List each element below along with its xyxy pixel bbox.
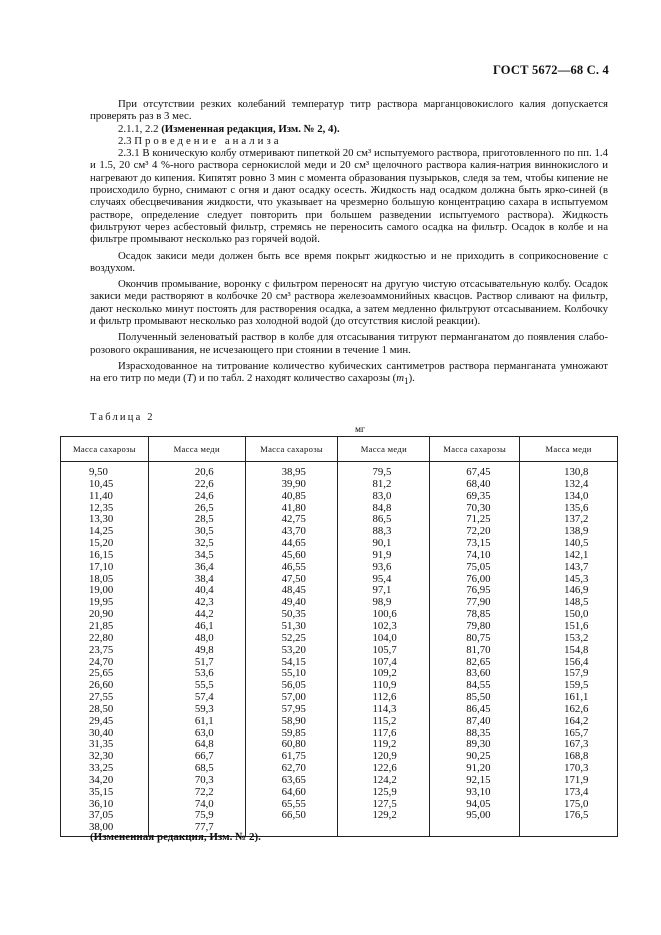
table-cell: 22,6 xyxy=(194,477,214,490)
table-cell: 175,0 xyxy=(564,797,589,810)
table-cell: 98,9 xyxy=(372,596,392,609)
table-cell: 43,70 xyxy=(281,525,306,538)
table-cell: 173,4 xyxy=(564,785,589,798)
paragraph-precipitate: Осадок закиси меди должен быть все время покрыт жидкостью и не приходить в соприкосновение с воздухом. xyxy=(90,249,608,274)
table-cell: 156,4 xyxy=(564,655,589,668)
table-cell: 171,9 xyxy=(564,773,589,786)
header-copper-3: Масса меди xyxy=(520,437,618,462)
table-cell: 88,35 xyxy=(466,726,491,739)
table-cell: 84,8 xyxy=(372,501,392,514)
paragraph-titer-check: При отсутствии резких колебаний температур титр раствора марганцовокислого калия допускается проверять раз в 3 мес. xyxy=(90,98,608,123)
table-cell: 75,05 xyxy=(466,560,491,573)
table-cell: 77,90 xyxy=(466,596,491,609)
table-cell: 72,20 xyxy=(466,525,491,538)
table-cell: 100,6 xyxy=(372,608,397,621)
table-cell: 89,30 xyxy=(466,738,491,751)
table-cell: 91,9 xyxy=(372,548,392,561)
paragraph-washing: Окончив промывание, воронку с фильтром переносят на другую чистую отсасывательную колбу. Осадок закиси меди растворяют в колбочке 20 см³ раствора железоаммонийных квасцов. Раствор сливают на фильтр, дают несколько минут постоять для растворения осадка, а затем медленно фильтруют отсасыванием. Колбочку и фильтр промывают несколько раз холодной водой (до отсутствия кислой реакции). xyxy=(90,278,608,328)
table-cell: 77,7 xyxy=(194,821,214,834)
table-cell: 83,60 xyxy=(466,667,491,680)
table-cell: 129,2 xyxy=(372,809,397,822)
table-cell: 33,25 xyxy=(89,762,114,775)
table-cell: 145,3 xyxy=(564,572,589,585)
table-cell: 82,65 xyxy=(466,655,491,668)
table-cell: 90,25 xyxy=(466,750,491,763)
table-cell: 50,35 xyxy=(281,608,306,621)
paragraph-procedure: 2.3.1 В коническую колбу отмеривают пипеткой 20 см³ испытуемого раствора, приготовленного по пп. 1.4 и 1.5, 20 см³ 4 %-ного раствора сернокислой меди и 20 см³ щелочного раствора калия-натрия виннокислого и нагревают до кипения. Кипятят ровно 3 мин с момента образования пузырьков, следя за тем, чтобы кипение не происходило бурно, снимают с огня и дают осадку осесть. Жидкость над осадком должна быть ярко-синей (в случаях обесцвечивания жидкости, что указывает на чрезмерно большую концентрацию сахара в испытуемом растворе, определение следует повторить при большем разведении испытуемого раствора). Жидкость фильтруют через асбестовый фильтр, стремясь не переносить самого осадка на фильтр. Осадок в колбе и на фильтре промывают несколько раз горячей водой. xyxy=(90,147,608,246)
table-cell: 24,70 xyxy=(89,655,114,668)
table-cell: 105,7 xyxy=(372,643,397,656)
header-sucrose-1: Масса сахарозы xyxy=(61,437,149,462)
table-cell: 16,15 xyxy=(89,548,114,561)
table-cell: 22,80 xyxy=(89,631,114,644)
body-text xyxy=(90,98,608,388)
table-cell: 107,4 xyxy=(372,655,397,668)
table-cell: 38,00 xyxy=(89,821,114,834)
table-cell: 70,30 xyxy=(466,501,491,514)
titer-symbol: T xyxy=(186,372,193,385)
table-cell: 143,7 xyxy=(564,560,589,573)
revision-note: (Измененная редакция, Изм. № 2, 4). xyxy=(161,122,340,135)
table-cell: 122,6 xyxy=(372,762,397,775)
table-cell: 49,8 xyxy=(194,643,214,656)
table-cell: 130,8 xyxy=(564,466,589,478)
table-cell: 41,80 xyxy=(281,501,306,514)
table-cell: 37,05 xyxy=(89,809,114,822)
table-cell: 46,1 xyxy=(194,619,214,632)
table-cell: 132,4 xyxy=(564,477,589,490)
table-cell: 76,95 xyxy=(466,584,491,597)
table-cell: 164,2 xyxy=(564,714,589,727)
table-cell: 167,3 xyxy=(564,738,589,751)
table-cell: 9,50 xyxy=(89,466,108,478)
table-cell: 142,1 xyxy=(564,548,589,561)
table-cell: 14,25 xyxy=(89,525,114,538)
table-cell: 11,40 xyxy=(89,489,113,502)
table-cell: 81,70 xyxy=(466,643,491,656)
mass-symbol: m xyxy=(396,372,405,385)
table-cell: 154,8 xyxy=(564,643,589,656)
table-cell: 40,85 xyxy=(281,489,306,502)
table-cell: 81,2 xyxy=(372,477,392,490)
table-cell: 32,30 xyxy=(89,750,114,763)
table-cell: 74,10 xyxy=(466,548,491,561)
table-cell: 67,45 xyxy=(466,466,491,478)
table-cell: 38,95 xyxy=(281,466,306,478)
table-cell: 61,75 xyxy=(281,750,306,763)
table-cell: 64,8 xyxy=(194,738,214,751)
table-cell: 25,65 xyxy=(89,667,114,680)
table-cell: 54,15 xyxy=(281,655,306,668)
table-cell: 34,5 xyxy=(194,548,214,561)
table-cell: 92,15 xyxy=(466,773,491,786)
table-cell: 62,70 xyxy=(281,762,306,775)
table-cell: 23,75 xyxy=(89,643,114,656)
calc-text-b: ) и по табл. 2 находят количество сахарозы ( xyxy=(192,372,397,385)
table-cell: 47,50 xyxy=(281,572,306,585)
table-cell: 36,4 xyxy=(194,560,214,573)
col-copper-3 xyxy=(520,462,618,837)
table-cell: 15,20 xyxy=(89,537,114,550)
table-cell: 13,30 xyxy=(89,513,114,526)
table-cell: 159,5 xyxy=(564,679,589,692)
table-cell: 76,00 xyxy=(466,572,491,585)
section-title: Проведение анализа xyxy=(134,134,282,147)
table-cell: 48,45 xyxy=(281,584,306,597)
table-cell: 109,2 xyxy=(372,667,397,680)
table-cell: 117,6 xyxy=(372,726,397,739)
header-sucrose-2: Масса сахарозы xyxy=(245,437,338,462)
table-cell: 63,65 xyxy=(281,773,306,786)
table-cell: 44,2 xyxy=(194,608,214,621)
calc-text-c: ). xyxy=(408,372,415,385)
col-copper-1 xyxy=(148,462,245,837)
table-cell: 10,45 xyxy=(89,477,114,490)
table-cell: 153,2 xyxy=(564,631,589,644)
table-cell: 30,5 xyxy=(194,525,214,538)
table-cell: 28,5 xyxy=(194,513,214,526)
col-copper-2 xyxy=(338,462,430,837)
table-cell: 24,6 xyxy=(194,489,214,502)
table-cell: 42,3 xyxy=(194,596,214,609)
table-cell: 138,9 xyxy=(564,525,589,538)
table-cell: 19,00 xyxy=(89,584,114,597)
table-cell: 27,55 xyxy=(89,691,114,704)
table-cell: 42,75 xyxy=(281,513,306,526)
table-cell: 148,5 xyxy=(564,596,589,609)
clause-number: 2.1.1, 2.2 xyxy=(118,122,159,135)
table-cell: 66,50 xyxy=(281,809,306,822)
table-cell: 32,5 xyxy=(194,537,214,550)
table-cell: 21,85 xyxy=(89,619,114,632)
table-cell: 162,6 xyxy=(564,702,589,715)
table-cell: 58,90 xyxy=(281,714,306,727)
table-cell: 68,40 xyxy=(466,477,491,490)
table-cell: 63,0 xyxy=(194,726,214,739)
table-cell: 34,20 xyxy=(89,773,114,786)
table-cell: 165,7 xyxy=(564,726,589,739)
table-cell: 93,10 xyxy=(466,785,491,798)
table-cell: 134,0 xyxy=(564,489,589,502)
table-cell: 68,5 xyxy=(194,762,214,775)
table-cell: 30,40 xyxy=(89,726,114,739)
table-cell: 170,3 xyxy=(564,762,589,775)
footer-revision-note: (Измененная редакция, Изм. № 2). xyxy=(90,831,261,843)
table-cell: 90,1 xyxy=(372,537,392,550)
header-copper-1: Масса меди xyxy=(148,437,245,462)
table-cell: 57,4 xyxy=(194,691,214,704)
table-cell: 157,9 xyxy=(564,667,589,680)
page-header: ГОСТ 5672—68 С. 4 xyxy=(492,63,609,77)
table-cell: 61,1 xyxy=(194,714,214,727)
table-cell: 55,10 xyxy=(281,667,306,680)
table-cell: 49,40 xyxy=(281,596,306,609)
table-cell: 73,15 xyxy=(466,537,491,550)
paragraph-revision-2-1-1 xyxy=(90,123,608,135)
table-cell: 51,30 xyxy=(281,619,306,632)
table-cell: 176,5 xyxy=(564,809,589,822)
table-cell: 57,00 xyxy=(281,691,306,704)
header-sucrose-3: Масса сахарозы xyxy=(430,437,520,462)
table-cell: 86,5 xyxy=(372,513,392,526)
table-cell: 20,6 xyxy=(194,466,214,478)
table-cell: 110,9 xyxy=(372,679,397,692)
table-cell: 78,85 xyxy=(466,608,491,621)
table-cell: 102,3 xyxy=(372,619,397,632)
table-cell: 36,10 xyxy=(89,797,114,810)
table-cell: 70,3 xyxy=(194,773,214,786)
col-sucrose-3 xyxy=(430,462,520,837)
table-cell: 65,55 xyxy=(281,797,306,810)
table-cell: 104,0 xyxy=(372,631,397,644)
table-cell: 135,6 xyxy=(564,501,589,514)
table-cell: 146,9 xyxy=(564,584,589,597)
table-cell: 75,9 xyxy=(194,809,214,822)
table-cell: 94,05 xyxy=(466,797,491,810)
table-cell: 114,3 xyxy=(372,702,397,715)
paragraph-calculation xyxy=(90,360,608,388)
table-cell: 59,3 xyxy=(194,702,214,715)
col-sucrose-2 xyxy=(245,462,338,837)
table-cell: 51,7 xyxy=(194,655,214,668)
table-cell: 44,65 xyxy=(281,537,306,550)
table-cell: 55,5 xyxy=(194,679,214,692)
table-cell: 28,50 xyxy=(89,702,114,715)
table-cell: 97,1 xyxy=(372,584,392,597)
table-cell: 95,4 xyxy=(372,572,392,585)
table-cell: 46,55 xyxy=(281,560,306,573)
sucrose-copper-table xyxy=(60,436,618,837)
table-cell: 64,60 xyxy=(281,785,306,798)
table-cell: 80,75 xyxy=(466,631,491,644)
table-cell: 127,5 xyxy=(372,797,397,810)
table-cell: 119,2 xyxy=(372,738,397,751)
table-cell: 88,3 xyxy=(372,525,392,538)
table-cell: 17,10 xyxy=(89,560,114,573)
table-cell: 26,5 xyxy=(194,501,214,514)
table-cell: 39,90 xyxy=(281,477,306,490)
table-cell: 161,1 xyxy=(564,691,589,704)
col-sucrose-1 xyxy=(61,462,149,837)
table-cell: 35,15 xyxy=(89,785,114,798)
table-cell: 72,2 xyxy=(194,785,214,798)
table-cell: 53,20 xyxy=(281,643,306,656)
mass-subscript: 1 xyxy=(404,376,409,387)
table-cell: 85,50 xyxy=(466,691,491,704)
table-cell: 29,45 xyxy=(89,714,114,727)
table-unit: мг xyxy=(355,425,365,435)
table-cell: 112,6 xyxy=(372,691,397,704)
section-heading xyxy=(90,135,608,147)
table-cell: 45,60 xyxy=(281,548,306,561)
table-cell: 71,25 xyxy=(466,513,491,526)
table-cell: 74,0 xyxy=(194,797,214,810)
paragraph-titration: Полученный зеленоватый раствор в колбе для отсасывания титруют перманганатом до появления слабо-розового окрашивания, не исчезающего при стоянии в течение 1 мин. xyxy=(90,331,608,356)
table-cell: 79,80 xyxy=(466,619,491,632)
table-cell: 12,35 xyxy=(89,501,114,514)
table-cell: 86,45 xyxy=(466,702,491,715)
table-cell: 57,95 xyxy=(281,702,306,715)
table-title: Таблица 2 xyxy=(90,412,155,423)
table-cell: 48,0 xyxy=(194,631,214,644)
section-number: 2.3 xyxy=(118,134,132,147)
table-cell: 93,6 xyxy=(372,560,392,573)
table-cell: 53,6 xyxy=(194,667,214,680)
table-cell: 91,20 xyxy=(466,762,491,775)
table-cell: 40,4 xyxy=(194,584,214,597)
table-cell: 19,95 xyxy=(89,596,114,609)
table-cell: 31,35 xyxy=(89,738,114,751)
table-cell: 140,5 xyxy=(564,537,589,550)
table-cell: 87,40 xyxy=(466,714,491,727)
table-header-row xyxy=(61,437,618,462)
table-cell: 125,9 xyxy=(372,785,397,798)
table-cell: 150,0 xyxy=(564,608,589,621)
header-copper-2: Масса меди xyxy=(338,437,430,462)
table-cell: 95,00 xyxy=(466,809,491,822)
table-cell: 66,7 xyxy=(194,750,214,763)
table-cell: 84,55 xyxy=(466,679,491,692)
table-cell: 79,5 xyxy=(372,466,392,478)
table-cell: 83,0 xyxy=(372,489,392,502)
table-cell: 38,4 xyxy=(194,572,214,585)
table-cell: 18,05 xyxy=(89,572,114,585)
table-cell: 20,90 xyxy=(89,608,114,621)
table-cell: 60,80 xyxy=(281,738,306,751)
table-cell: 56,05 xyxy=(281,679,306,692)
table-cell: 137,2 xyxy=(564,513,589,526)
table-cell: 151,6 xyxy=(564,619,589,632)
table-cell: 120,9 xyxy=(372,750,397,763)
table-cell: 52,25 xyxy=(281,631,306,644)
table-cell: 124,2 xyxy=(372,773,397,786)
table-cell: 115,2 xyxy=(372,714,397,727)
table-cell: 168,8 xyxy=(564,750,589,763)
calc-text-a: Израсходованное на титрование количество кубических сантиметров раствора перманганата умножают на его титр по меди ( xyxy=(90,359,608,385)
table-body-row xyxy=(61,462,618,837)
table-cell: 59,85 xyxy=(281,726,306,739)
table-cell: 26,60 xyxy=(89,679,114,692)
table-cell: 69,35 xyxy=(466,489,491,502)
